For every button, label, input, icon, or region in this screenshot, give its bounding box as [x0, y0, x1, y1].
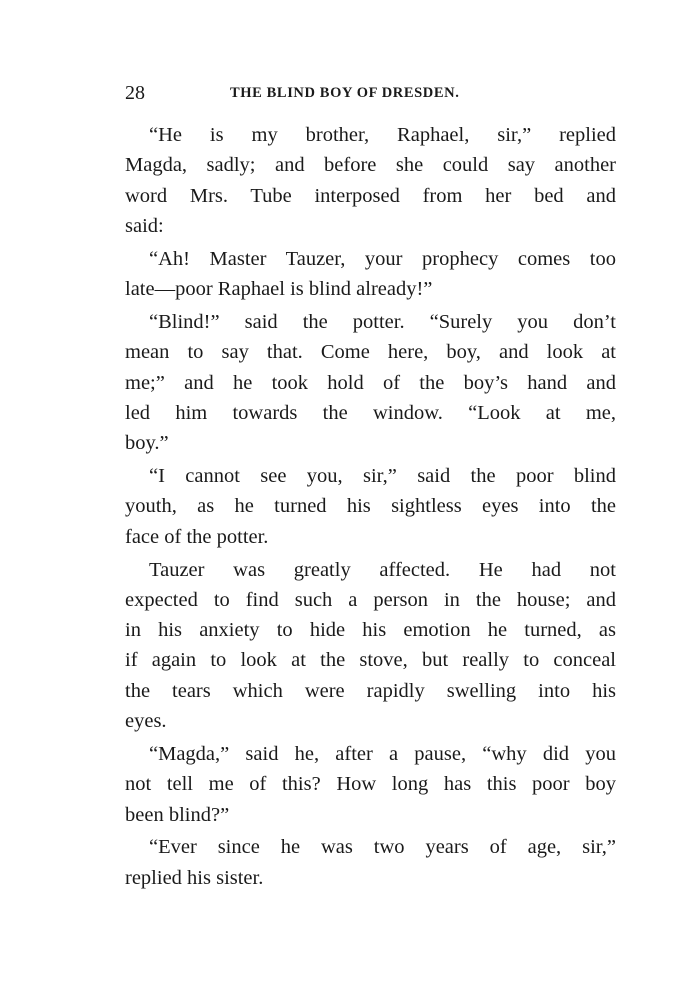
- text-line: been blind?”: [125, 803, 230, 826]
- text-line: “Ever since he was two years of age, sir,”: [149, 836, 616, 859]
- text-line: expected to find such a person in the house; and: [125, 588, 616, 611]
- page-body: [125, 120, 616, 896]
- text-line: in his anxiety to hide his emotion he turned, as: [125, 619, 616, 642]
- text-line: word Mrs. Tube interposed from her bed and: [125, 184, 616, 207]
- text-line: me;” and he took hold of the boy’s hand and: [125, 371, 616, 394]
- page-header: [125, 82, 615, 106]
- text-line: the tears which were rapidly swelling into his: [125, 679, 616, 702]
- text-line: Tauzer was greatly affected. He had not: [149, 558, 616, 581]
- running-title: THE BLIND BOY OF DRESDEN.: [230, 85, 460, 101]
- paragraph: [125, 307, 616, 458]
- text-line: Magda, sadly; and before she could say another: [125, 154, 616, 177]
- paragraph: [125, 832, 616, 893]
- text-line: face of the potter.: [125, 525, 269, 548]
- text-line: “He is my brother, Raphael, sir,” replied: [149, 124, 616, 146]
- text-line: “Magda,” said he, after a pause, “why did you: [149, 742, 616, 765]
- paragraph: [125, 555, 616, 737]
- paragraph: [125, 120, 616, 241]
- text-line: late—poor Raphael is blind already!”: [125, 278, 433, 301]
- text-line: “Blind!” said the potter. “Surely you don’t: [149, 310, 616, 333]
- text-line: “Ah! Master Tauzer, your prophecy comes too: [149, 247, 616, 270]
- page-number: 28: [125, 82, 145, 104]
- text-line: youth, as he turned his sightless eyes into the: [125, 495, 616, 518]
- paragraph: [125, 739, 616, 830]
- text-line: boy.”: [125, 432, 169, 455]
- text-line: not tell me of this? How long has this poor boy: [125, 773, 616, 796]
- text-line: if again to look at the stove, but really to conceal: [125, 649, 616, 672]
- paragraph: [125, 244, 616, 305]
- paragraph: [125, 461, 616, 552]
- text-line: led him towards the window. “Look at me,: [125, 401, 616, 424]
- text-line: “I cannot see you, sir,” said the poor blind: [149, 465, 616, 488]
- text-line: mean to say that. Come here, boy, and look at: [125, 341, 616, 364]
- text-line: said:: [125, 214, 164, 237]
- text-line: replied his sister.: [125, 866, 264, 889]
- text-line: eyes.: [125, 710, 167, 733]
